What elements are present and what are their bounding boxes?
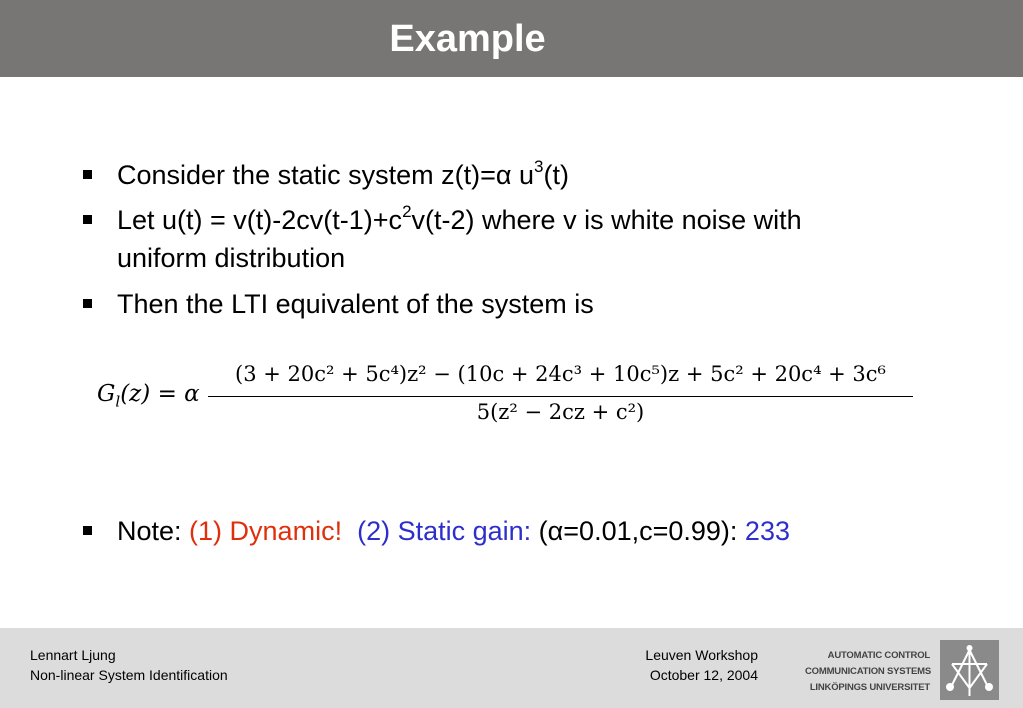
alpha-symbol: α (547, 516, 564, 546)
note-gain-value: 233 (744, 516, 790, 546)
note-label: Note: (117, 516, 190, 546)
bullet-marker (83, 526, 92, 535)
note-params: =0.01,c=0.99): (563, 516, 745, 546)
slide-title: Example (389, 18, 546, 60)
formula-numerator: (3 + 20c² + 5c⁴)z² − (10c + 24c³ + 10c⁵)z + 5c² + 20c⁴ + 3c⁶ (235, 362, 886, 386)
footer-author: Lennart Ljung (30, 647, 116, 663)
note-dynamic: (1) Dynamic! (189, 516, 343, 546)
footer-course: Non-linear System Identification (30, 667, 228, 683)
institution-logo-text: AUTOMATIC CONTROL COMMUNICATION SYSTEMS LINKÖPINGS UNIVERSITET (805, 650, 931, 693)
footer-date: October 12, 2004 (649, 667, 758, 683)
bullet-marker (83, 170, 92, 179)
superscript: 2 (402, 202, 412, 221)
footer-event: Leuven Workshop (645, 647, 758, 663)
transfer-function-formula (97, 362, 917, 432)
university-logo-icon (940, 640, 999, 700)
note-static-gain: (2) Static gain: (357, 516, 532, 546)
superscript: 3 (534, 157, 544, 176)
bullet-text: Consider the static system z(t)= (117, 160, 496, 190)
formula-denominator: 5(z² − 2cz + c²) (476, 400, 645, 424)
formula-lhs: $G_l(z) = \alpha$ (97, 381, 200, 411)
bullet-text-continuation: uniform distribution (117, 243, 346, 273)
logo-emblem-icon (940, 640, 999, 700)
bullet-text: Then the LTI equivalent of the system is (117, 289, 594, 319)
alpha-symbol: α (495, 160, 512, 190)
fraction-line (208, 396, 913, 397)
bullet-marker (83, 215, 92, 224)
bullet-marker (83, 299, 92, 308)
bullet-text: Let u(t) = v(t)-2cv(t-1)+c (117, 205, 403, 235)
